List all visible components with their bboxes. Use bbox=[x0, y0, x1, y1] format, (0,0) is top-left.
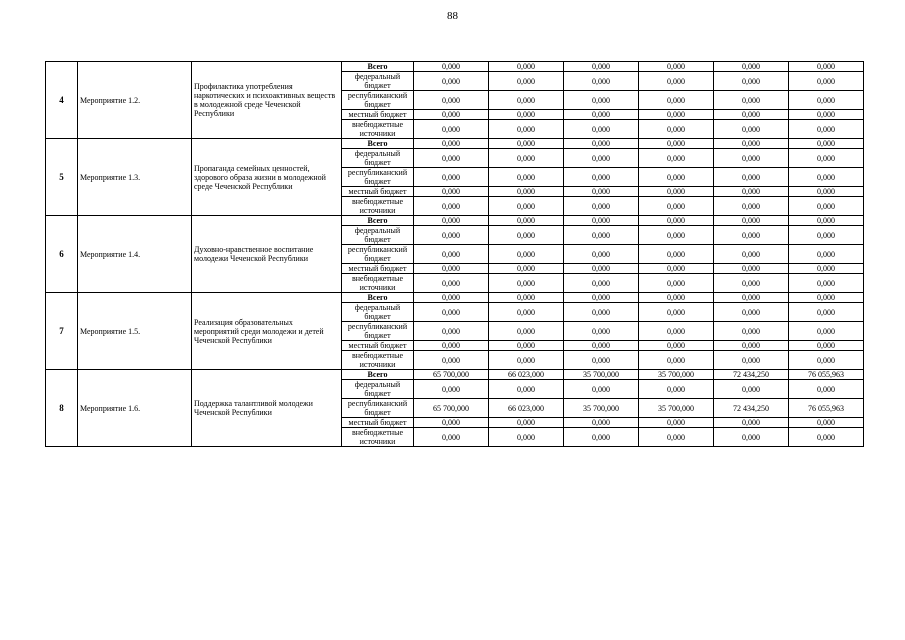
amount-cell: 0,000 bbox=[639, 72, 714, 91]
amount-cell: 35 700,000 bbox=[564, 399, 639, 418]
amount-cell: 66 023,000 bbox=[489, 399, 564, 418]
funding-source-label: республиканский бюджет bbox=[342, 91, 414, 110]
amount-cell: 0,000 bbox=[489, 226, 564, 245]
amount-cell: 0,000 bbox=[714, 245, 789, 264]
amount-cell: 0,000 bbox=[789, 428, 864, 447]
amount-cell: 0,000 bbox=[714, 197, 789, 216]
amount-cell: 65 700,000 bbox=[414, 399, 489, 418]
row-number: 7 bbox=[46, 293, 78, 370]
amount-cell: 65 700,000 bbox=[414, 370, 489, 380]
event-description: Пропаганда семейных ценностей, здорового образа жизни в молодежной среде Чеченской Республики bbox=[192, 139, 342, 216]
amount-cell: 0,000 bbox=[564, 226, 639, 245]
budget-table bbox=[45, 61, 864, 447]
amount-cell: 0,000 bbox=[489, 91, 564, 110]
amount-cell: 0,000 bbox=[564, 418, 639, 428]
amount-cell: 66 023,000 bbox=[489, 370, 564, 380]
amount-cell: 0,000 bbox=[564, 293, 639, 303]
amount-cell: 0,000 bbox=[564, 322, 639, 341]
amount-cell: 0,000 bbox=[564, 380, 639, 399]
amount-cell: 0,000 bbox=[714, 72, 789, 91]
page-number: 88 bbox=[447, 10, 458, 22]
amount-cell: 0,000 bbox=[789, 149, 864, 168]
amount-cell: 0,000 bbox=[639, 226, 714, 245]
table-row bbox=[46, 293, 864, 303]
amount-cell: 0,000 bbox=[489, 72, 564, 91]
event-description: Профилактика употребления наркотических и психоактивных веществ в молодежной среде Чеченской Республики bbox=[192, 62, 342, 139]
row-number: 8 bbox=[46, 370, 78, 447]
funding-source-label: республиканский бюджет bbox=[342, 168, 414, 187]
amount-cell: 0,000 bbox=[414, 139, 489, 149]
amount-cell: 0,000 bbox=[714, 149, 789, 168]
amount-cell: 0,000 bbox=[489, 197, 564, 216]
amount-cell: 0,000 bbox=[639, 418, 714, 428]
event-name: Мероприятие 1.5. bbox=[78, 293, 192, 370]
amount-cell: 0,000 bbox=[414, 245, 489, 264]
amount-cell: 0,000 bbox=[789, 380, 864, 399]
amount-cell: 0,000 bbox=[639, 139, 714, 149]
amount-cell: 0,000 bbox=[489, 418, 564, 428]
amount-cell: 0,000 bbox=[789, 91, 864, 110]
amount-cell: 0,000 bbox=[564, 120, 639, 139]
amount-cell: 0,000 bbox=[414, 264, 489, 274]
amount-cell: 0,000 bbox=[714, 351, 789, 370]
funding-source-label: федеральный бюджет bbox=[342, 226, 414, 245]
amount-cell: 0,000 bbox=[414, 120, 489, 139]
amount-cell: 0,000 bbox=[564, 197, 639, 216]
funding-source-label: республиканский бюджет bbox=[342, 399, 414, 418]
amount-cell: 0,000 bbox=[564, 149, 639, 168]
amount-cell: 0,000 bbox=[639, 322, 714, 341]
amount-cell: 0,000 bbox=[714, 264, 789, 274]
amount-cell: 0,000 bbox=[414, 197, 489, 216]
amount-cell: 0,000 bbox=[414, 322, 489, 341]
table-row bbox=[46, 62, 864, 72]
amount-cell: 0,000 bbox=[789, 72, 864, 91]
funding-source-label: внебюджетные источники bbox=[342, 197, 414, 216]
amount-cell: 76 055,963 bbox=[789, 399, 864, 418]
funding-source-label: Всего bbox=[342, 139, 414, 149]
amount-cell: 0,000 bbox=[414, 168, 489, 187]
amount-cell: 0,000 bbox=[639, 264, 714, 274]
amount-cell: 0,000 bbox=[489, 168, 564, 187]
amount-cell: 0,000 bbox=[414, 149, 489, 168]
amount-cell: 0,000 bbox=[789, 226, 864, 245]
row-number: 4 bbox=[46, 62, 78, 139]
amount-cell: 0,000 bbox=[714, 62, 789, 72]
amount-cell: 0,000 bbox=[789, 322, 864, 341]
amount-cell: 0,000 bbox=[489, 216, 564, 226]
amount-cell: 0,000 bbox=[489, 341, 564, 351]
table-row bbox=[46, 216, 864, 226]
amount-cell: 0,000 bbox=[489, 428, 564, 447]
amount-cell: 0,000 bbox=[564, 216, 639, 226]
event-name: Мероприятие 1.2. bbox=[78, 62, 192, 139]
amount-cell: 0,000 bbox=[789, 120, 864, 139]
funding-source-label: Всего bbox=[342, 216, 414, 226]
amount-cell: 0,000 bbox=[564, 110, 639, 120]
amount-cell: 0,000 bbox=[489, 120, 564, 139]
amount-cell: 0,000 bbox=[714, 322, 789, 341]
funding-source-label: федеральный бюджет bbox=[342, 380, 414, 399]
amount-cell: 0,000 bbox=[789, 293, 864, 303]
amount-cell: 0,000 bbox=[639, 110, 714, 120]
table-row bbox=[46, 370, 864, 380]
amount-cell: 0,000 bbox=[639, 197, 714, 216]
amount-cell: 0,000 bbox=[414, 62, 489, 72]
amount-cell: 0,000 bbox=[789, 110, 864, 120]
amount-cell: 0,000 bbox=[414, 226, 489, 245]
amount-cell: 35 700,000 bbox=[639, 370, 714, 380]
amount-cell: 0,000 bbox=[789, 168, 864, 187]
amount-cell: 0,000 bbox=[714, 216, 789, 226]
amount-cell: 0,000 bbox=[714, 428, 789, 447]
amount-cell: 0,000 bbox=[489, 149, 564, 168]
amount-cell: 0,000 bbox=[639, 187, 714, 197]
amount-cell: 0,000 bbox=[639, 293, 714, 303]
amount-cell: 0,000 bbox=[714, 226, 789, 245]
amount-cell: 0,000 bbox=[639, 62, 714, 72]
amount-cell: 0,000 bbox=[489, 245, 564, 264]
amount-cell: 0,000 bbox=[489, 380, 564, 399]
funding-source-label: Всего bbox=[342, 62, 414, 72]
amount-cell: 72 434,250 bbox=[714, 399, 789, 418]
amount-cell: 0,000 bbox=[714, 91, 789, 110]
amount-cell: 0,000 bbox=[564, 72, 639, 91]
funding-source-label: республиканский бюджет bbox=[342, 245, 414, 264]
amount-cell: 0,000 bbox=[414, 274, 489, 293]
amount-cell: 0,000 bbox=[414, 91, 489, 110]
amount-cell: 0,000 bbox=[414, 110, 489, 120]
amount-cell: 0,000 bbox=[564, 428, 639, 447]
event-description: Реализация образовательных мероприятий среди молодежи и детей Чеченской Республики bbox=[192, 293, 342, 370]
funding-source-label: федеральный бюджет bbox=[342, 72, 414, 91]
amount-cell: 0,000 bbox=[489, 303, 564, 322]
amount-cell: 0,000 bbox=[789, 418, 864, 428]
amount-cell: 0,000 bbox=[714, 139, 789, 149]
amount-cell: 0,000 bbox=[414, 303, 489, 322]
amount-cell: 0,000 bbox=[414, 293, 489, 303]
amount-cell: 0,000 bbox=[639, 149, 714, 168]
amount-cell: 76 055,963 bbox=[789, 370, 864, 380]
amount-cell: 0,000 bbox=[564, 139, 639, 149]
amount-cell: 0,000 bbox=[489, 139, 564, 149]
amount-cell: 0,000 bbox=[714, 341, 789, 351]
amount-cell: 0,000 bbox=[564, 245, 639, 264]
row-number: 6 bbox=[46, 216, 78, 293]
amount-cell: 0,000 bbox=[414, 72, 489, 91]
amount-cell: 0,000 bbox=[789, 216, 864, 226]
amount-cell: 35 700,000 bbox=[564, 370, 639, 380]
amount-cell: 0,000 bbox=[414, 216, 489, 226]
funding-source-label: внебюджетные источники bbox=[342, 351, 414, 370]
funding-source-label: Всего bbox=[342, 293, 414, 303]
amount-cell: 0,000 bbox=[789, 351, 864, 370]
funding-source-label: республиканский бюджет bbox=[342, 322, 414, 341]
event-description: Поддержка талантливой молодежи Чеченской Республики bbox=[192, 370, 342, 447]
amount-cell: 0,000 bbox=[639, 274, 714, 293]
amount-cell: 0,000 bbox=[489, 351, 564, 370]
amount-cell: 0,000 bbox=[564, 91, 639, 110]
amount-cell: 0,000 bbox=[789, 274, 864, 293]
amount-cell: 0,000 bbox=[789, 187, 864, 197]
amount-cell: 0,000 bbox=[489, 264, 564, 274]
funding-source-label: местный бюджет bbox=[342, 187, 414, 197]
funding-source-label: Всего bbox=[342, 370, 414, 380]
event-name: Мероприятие 1.4. bbox=[78, 216, 192, 293]
amount-cell: 0,000 bbox=[789, 245, 864, 264]
funding-source-label: местный бюджет bbox=[342, 110, 414, 120]
amount-cell: 0,000 bbox=[489, 293, 564, 303]
amount-cell: 0,000 bbox=[414, 428, 489, 447]
funding-source-label: федеральный бюджет bbox=[342, 149, 414, 168]
funding-source-label: внебюджетные источники bbox=[342, 428, 414, 447]
amount-cell: 35 700,000 bbox=[639, 399, 714, 418]
amount-cell: 0,000 bbox=[789, 341, 864, 351]
amount-cell: 0,000 bbox=[639, 91, 714, 110]
amount-cell: 0,000 bbox=[564, 168, 639, 187]
amount-cell: 0,000 bbox=[789, 62, 864, 72]
amount-cell: 0,000 bbox=[639, 380, 714, 399]
amount-cell: 0,000 bbox=[639, 168, 714, 187]
amount-cell: 0,000 bbox=[639, 245, 714, 264]
amount-cell: 0,000 bbox=[714, 380, 789, 399]
amount-cell: 0,000 bbox=[414, 341, 489, 351]
funding-source-label: местный бюджет bbox=[342, 264, 414, 274]
amount-cell: 0,000 bbox=[714, 418, 789, 428]
amount-cell: 0,000 bbox=[564, 62, 639, 72]
amount-cell: 0,000 bbox=[489, 62, 564, 72]
event-name: Мероприятие 1.6. bbox=[78, 370, 192, 447]
amount-cell: 0,000 bbox=[564, 351, 639, 370]
amount-cell: 0,000 bbox=[489, 110, 564, 120]
amount-cell: 0,000 bbox=[714, 187, 789, 197]
amount-cell: 0,000 bbox=[789, 303, 864, 322]
amount-cell: 0,000 bbox=[639, 120, 714, 139]
amount-cell: 0,000 bbox=[564, 274, 639, 293]
amount-cell: 0,000 bbox=[414, 187, 489, 197]
amount-cell: 0,000 bbox=[564, 303, 639, 322]
amount-cell: 0,000 bbox=[714, 303, 789, 322]
amount-cell: 0,000 bbox=[414, 380, 489, 399]
amount-cell: 0,000 bbox=[564, 341, 639, 351]
amount-cell: 0,000 bbox=[564, 187, 639, 197]
row-number: 5 bbox=[46, 139, 78, 216]
amount-cell: 0,000 bbox=[714, 293, 789, 303]
funding-source-label: федеральный бюджет bbox=[342, 303, 414, 322]
funding-source-label: внебюджетные источники bbox=[342, 120, 414, 139]
funding-source-label: внебюджетные источники bbox=[342, 274, 414, 293]
amount-cell: 72 434,250 bbox=[714, 370, 789, 380]
amount-cell: 0,000 bbox=[639, 428, 714, 447]
funding-source-label: местный бюджет bbox=[342, 341, 414, 351]
amount-cell: 0,000 bbox=[564, 264, 639, 274]
amount-cell: 0,000 bbox=[714, 168, 789, 187]
amount-cell: 0,000 bbox=[789, 264, 864, 274]
amount-cell: 0,000 bbox=[639, 341, 714, 351]
amount-cell: 0,000 bbox=[489, 322, 564, 341]
table-row bbox=[46, 139, 864, 149]
amount-cell: 0,000 bbox=[639, 303, 714, 322]
amount-cell: 0,000 bbox=[489, 187, 564, 197]
amount-cell: 0,000 bbox=[639, 216, 714, 226]
event-name: Мероприятие 1.3. bbox=[78, 139, 192, 216]
amount-cell: 0,000 bbox=[414, 418, 489, 428]
amount-cell: 0,000 bbox=[789, 197, 864, 216]
funding-source-label: местный бюджет bbox=[342, 418, 414, 428]
event-description: Духовно-нравственное воспитание молодежи Чеченской Республики bbox=[192, 216, 342, 293]
amount-cell: 0,000 bbox=[714, 110, 789, 120]
amount-cell: 0,000 bbox=[414, 351, 489, 370]
amount-cell: 0,000 bbox=[714, 274, 789, 293]
amount-cell: 0,000 bbox=[789, 139, 864, 149]
amount-cell: 0,000 bbox=[489, 274, 564, 293]
amount-cell: 0,000 bbox=[639, 351, 714, 370]
amount-cell: 0,000 bbox=[714, 120, 789, 139]
